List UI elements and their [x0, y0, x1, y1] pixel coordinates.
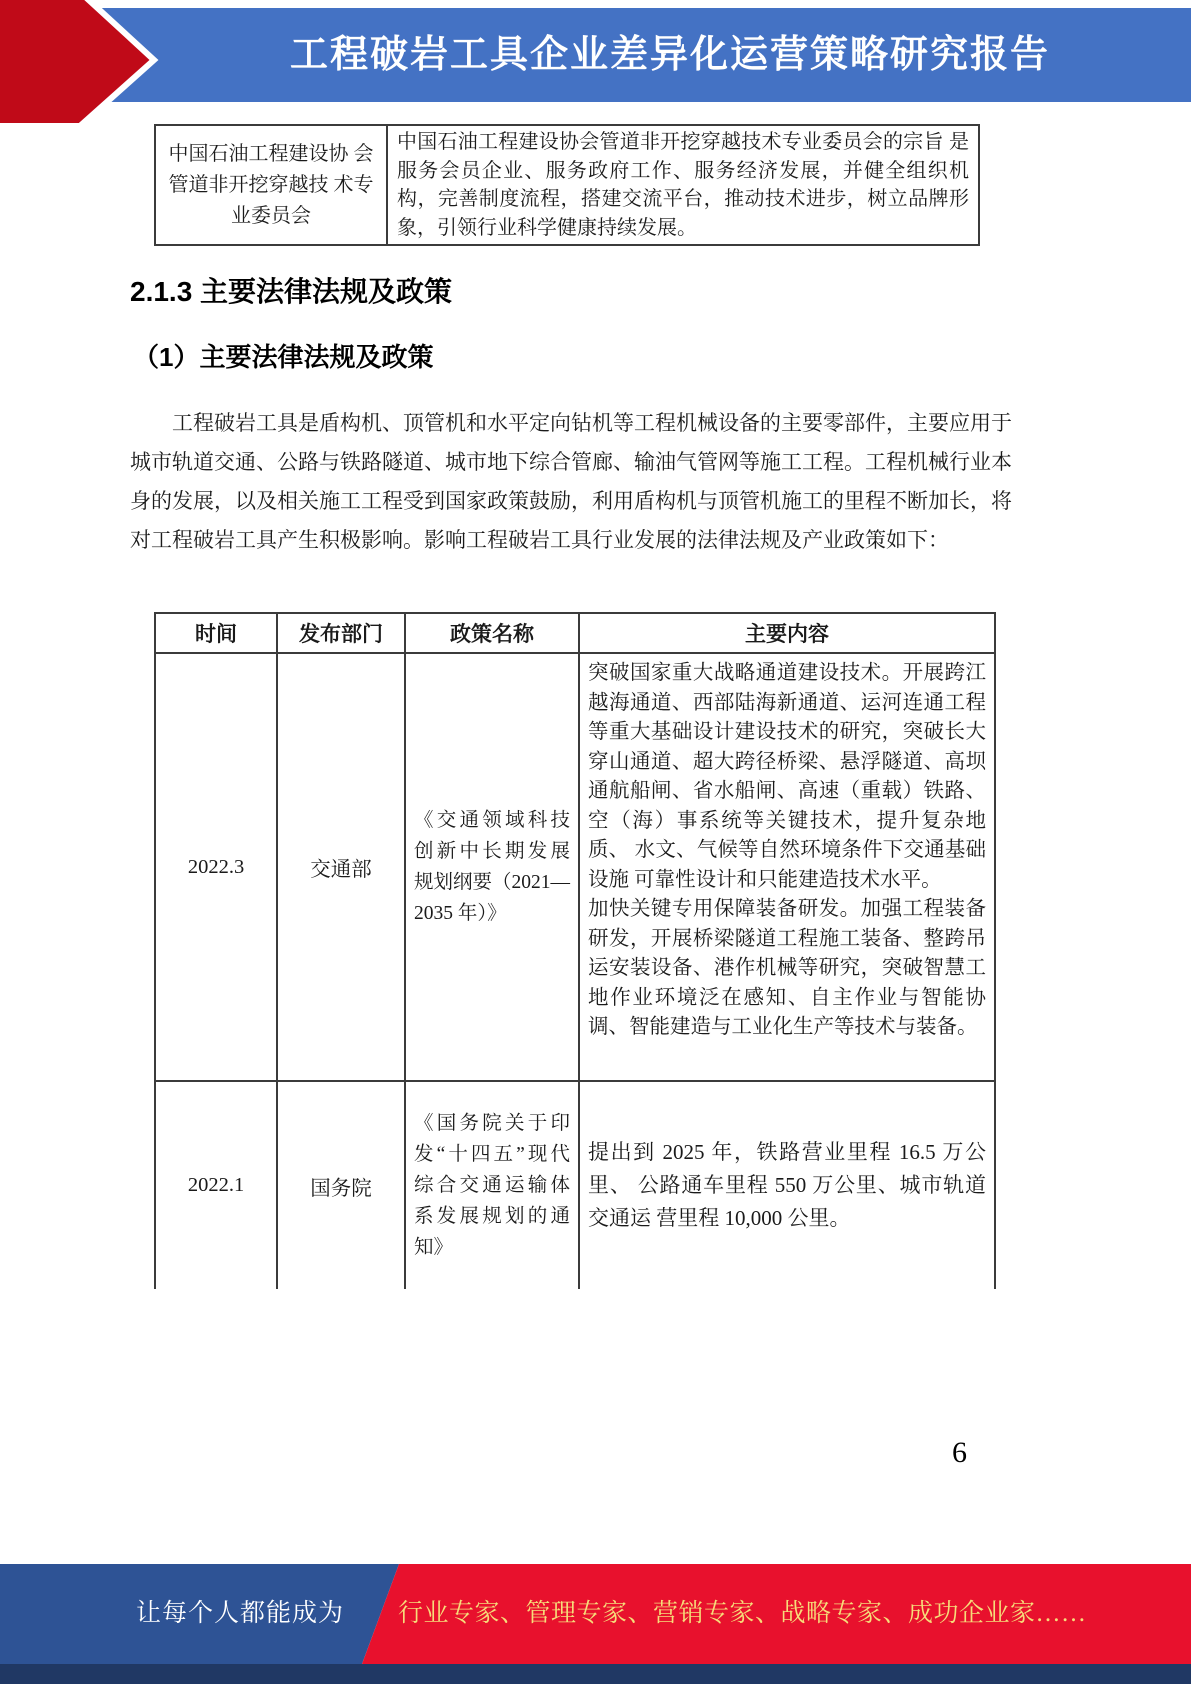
content-paragraph: 突破国家重大战略通道建设技术。开展跨江 越海通道、西部陆海新通道、运河连通工程 等重大基础设计建设技术的研究，突破长大 穿山通道、超大跨径桥梁、悬浮隧道、高坝 通航船闸、省水船闸、高速（重载）铁路、 空（海）事系统等关键技术，提升复杂地质、 水文、气候等自然环境条件下交通基础设施 可靠性设计和只能建造技术水平。	[588, 662, 986, 891]
association-name-cell: 中国石油工程建设协 会管道非开挖穿越技 术专业委员会	[155, 125, 387, 245]
column-header-policy-name: 政策名称	[405, 613, 579, 653]
intro-paragraph: 工程破岩工具是盾构机、顶管机和水平定向钻机等工程机械设备的主要零部件，主要应用于城市轨道交通、公路与铁路隧道、城市地下综合管廊、输油气管网等施工工程。工程机械行业本身的发展，以及相关施工工程受到国家政策鼓励，利用盾构机与顶管机施工的里程不断加长，将对工程破岩工具产生积极影响。影响工程破岩工具行业发展的法律法规及产业政策如下：	[130, 411, 1012, 552]
table-row	[155, 653, 995, 1081]
main-content-cell: 提出到 2025 年，铁路营业里程 16.5 万公里、 公路通车里程 550 万公里、城市轨道交通运 营里程 10,000 公里。	[579, 1081, 995, 1289]
policy-table	[154, 612, 996, 1289]
red-chevron-icon	[0, 0, 170, 130]
footer-right-text: 行业专家、管理专家、营销专家、战略专家、成功企业家……	[398, 1600, 1087, 1627]
policy-table-header-row	[155, 613, 995, 653]
association-description-cell: 中国石油工程建设协会管道非开挖穿越技术专业委员会的宗旨 是服务会员企业、服务政府工作、服务经济发展，并健全组织机 构，完善制度流程，搭建交流平台，推动技术进步，树立品牌形 象，引领行业科学健康持续发展。	[387, 125, 979, 245]
column-header-time: 时间	[155, 613, 277, 653]
footer-left-text: 让每个人都能成为	[135, 1600, 344, 1627]
footer-bottom-strip	[0, 1664, 1191, 1684]
column-header-main-content: 主要内容	[579, 613, 995, 653]
page-number: 6	[952, 1436, 967, 1469]
policy-name-cell: 《国务院关于印 发“十四五”现代 综合交通运输体 系发展规划的通 知》	[405, 1081, 579, 1289]
time-cell: 2022.1	[155, 1081, 277, 1289]
department-cell: 国务院	[277, 1081, 405, 1289]
department-cell: 交通部	[277, 653, 405, 1081]
column-header-department: 发布部门	[277, 613, 405, 653]
content-paragraph: 加快关键专用保障装备研发。加强工程装备 研发，开展桥梁隧道工程施工装备、整跨吊 运安装设备、港作机械等研究，突破智慧工 地作业环境泛在感知、自主作业与智能协 调、智能建造与工业化生产等技术与装备。	[588, 898, 986, 1038]
subsection-heading: （1）主要法律法规及政策	[133, 342, 434, 372]
table-row	[155, 125, 979, 245]
report-title: 工程破岩工具企业差异化运营策略研究报告	[289, 34, 1050, 76]
policy-name-cell: 《交通领域科技 创新中长期发展 规划纲要（2021— 2035 年）》	[405, 653, 579, 1081]
table-row	[155, 1081, 995, 1289]
section-heading: 2.1.3 主要法律法规及政策	[130, 276, 453, 307]
time-cell: 2022.3	[155, 653, 277, 1081]
main-content-cell	[579, 653, 995, 1081]
association-table	[154, 124, 980, 246]
